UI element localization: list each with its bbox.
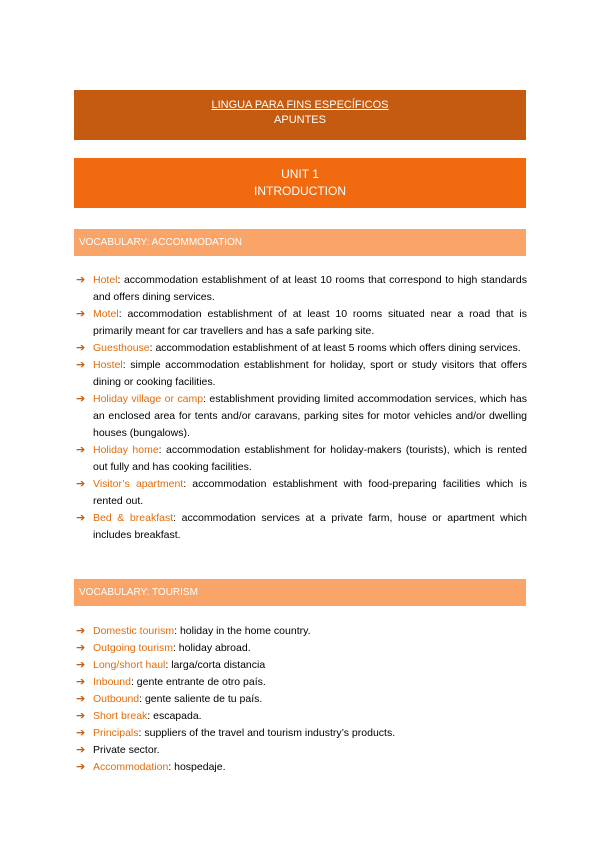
list-item [76, 272, 527, 306]
vocabulary-definition: : gente entrante de otro país. [130, 676, 266, 688]
vocabulary-term: Hostel [93, 359, 123, 371]
vocabulary-term: Inbound [93, 676, 131, 688]
list-item [76, 759, 527, 776]
arrow-right-icon: ➔ [76, 659, 86, 671]
section-heading-tourism: VOCABULARY: TOURISM [74, 579, 526, 606]
arrow-right-icon: ➔ [76, 308, 86, 320]
course-title: LINGUA PARA FINS ESPECÍFICOS [211, 99, 389, 111]
vocabulary-term: Outgoing tourism [93, 642, 173, 654]
section-heading-accommodation: VOCABULARY: ACCOMMODATION [74, 229, 526, 256]
list-item [76, 391, 527, 442]
vocabulary-definition: : hospedaje. [168, 761, 226, 773]
vocabulary-definition: : accommodation establishment for holiday-makers (tourists), which is rented out fully and has cooking facilities. [93, 444, 527, 473]
unit-banner [74, 158, 526, 208]
list-item [76, 442, 527, 476]
arrow-right-icon: ➔ [76, 274, 86, 286]
tourism-vocabulary-list [76, 623, 527, 776]
list-item [76, 306, 527, 340]
vocabulary-term: Holiday village or camp [93, 393, 204, 405]
vocabulary-definition: : establishment providing limited accommodation services, which has an enclosed area for tents and/or caravans, parking sites for motor vehicles and/or dwelling houses (bungalows). [93, 393, 527, 439]
arrow-right-icon: ➔ [76, 512, 86, 524]
list-item [76, 742, 527, 759]
vocabulary-definition: : suppliers of the travel and tourism industry’s products. [138, 727, 396, 739]
vocabulary-term: Principals [93, 727, 139, 739]
vocabulary-term: Visitor’s apartment [93, 478, 184, 490]
arrow-right-icon: ➔ [76, 393, 86, 405]
arrow-right-icon: ➔ [76, 676, 86, 688]
vocabulary-definition: : accommodation establishment of at least 5 rooms which offers dining services. [149, 342, 521, 354]
vocabulary-definition: : accommodation services at a private farm, house or apartment which includes breakfast. [93, 512, 527, 541]
list-item [76, 476, 527, 510]
vocabulary-definition: : accommodation establishment with food-preparing facilities which is rented out. [93, 478, 527, 507]
list-item [76, 510, 527, 544]
vocabulary-term: Short break [93, 710, 148, 722]
arrow-right-icon: ➔ [76, 744, 86, 756]
list-item [76, 725, 527, 742]
vocabulary-definition: : holiday in the home country. [174, 625, 311, 637]
arrow-right-icon: ➔ [76, 693, 86, 705]
vocabulary-term: Long/short haul [93, 659, 166, 671]
list-item [76, 357, 527, 391]
list-item [76, 623, 527, 640]
vocabulary-definition: : larga/corta distancia [165, 659, 266, 671]
unit-title: INTRODUCTION [254, 184, 346, 198]
vocabulary-definition: : holiday abroad. [172, 642, 251, 654]
arrow-right-icon: ➔ [76, 727, 86, 739]
arrow-right-icon: ➔ [76, 342, 86, 354]
vocabulary-definition: : gente saliente de tu país. [139, 693, 263, 705]
vocabulary-term: Motel [93, 308, 119, 320]
document-subtitle: APUNTES [274, 114, 326, 126]
arrow-right-icon: ➔ [76, 359, 86, 371]
vocabulary-term: Domestic tourism [93, 625, 175, 637]
vocabulary-definition: : accommodation establishment of at least 10 rooms that correspond to high standards and offers dining services. [93, 274, 527, 303]
vocabulary-definition: : simple accommodation establishment for holiday, sport or study visitors that offers dining or cooking facilities. [93, 359, 527, 388]
arrow-right-icon: ➔ [76, 625, 86, 637]
vocabulary-definition: : accommodation establishment of at least 10 rooms situated near a road that is primarily meant for car travellers and has a safe parking site. [93, 308, 527, 337]
list-item [76, 691, 527, 708]
list-item [76, 340, 527, 357]
list-item [76, 708, 527, 725]
vocabulary-term: Hotel [93, 274, 118, 286]
document-header-banner [74, 90, 526, 140]
arrow-right-icon: ➔ [76, 478, 86, 490]
vocabulary-definition: : escapada. [147, 710, 202, 722]
arrow-right-icon: ➔ [76, 444, 86, 456]
accommodation-vocabulary-list [76, 272, 527, 544]
list-item [76, 657, 527, 674]
arrow-right-icon: ➔ [76, 710, 86, 722]
vocabulary-term: Bed & breakfast [93, 512, 174, 524]
list-item [76, 674, 527, 691]
vocabulary-definition: Private sector. [93, 744, 160, 756]
vocabulary-term: Guesthouse [93, 342, 150, 354]
list-item [76, 640, 527, 657]
vocabulary-term: Outbound [93, 693, 140, 705]
arrow-right-icon: ➔ [76, 642, 86, 654]
vocabulary-term: Holiday home [93, 444, 159, 456]
vocabulary-term: Accommodation [93, 761, 169, 773]
unit-number: UNIT 1 [281, 167, 319, 181]
arrow-right-icon: ➔ [76, 761, 86, 773]
